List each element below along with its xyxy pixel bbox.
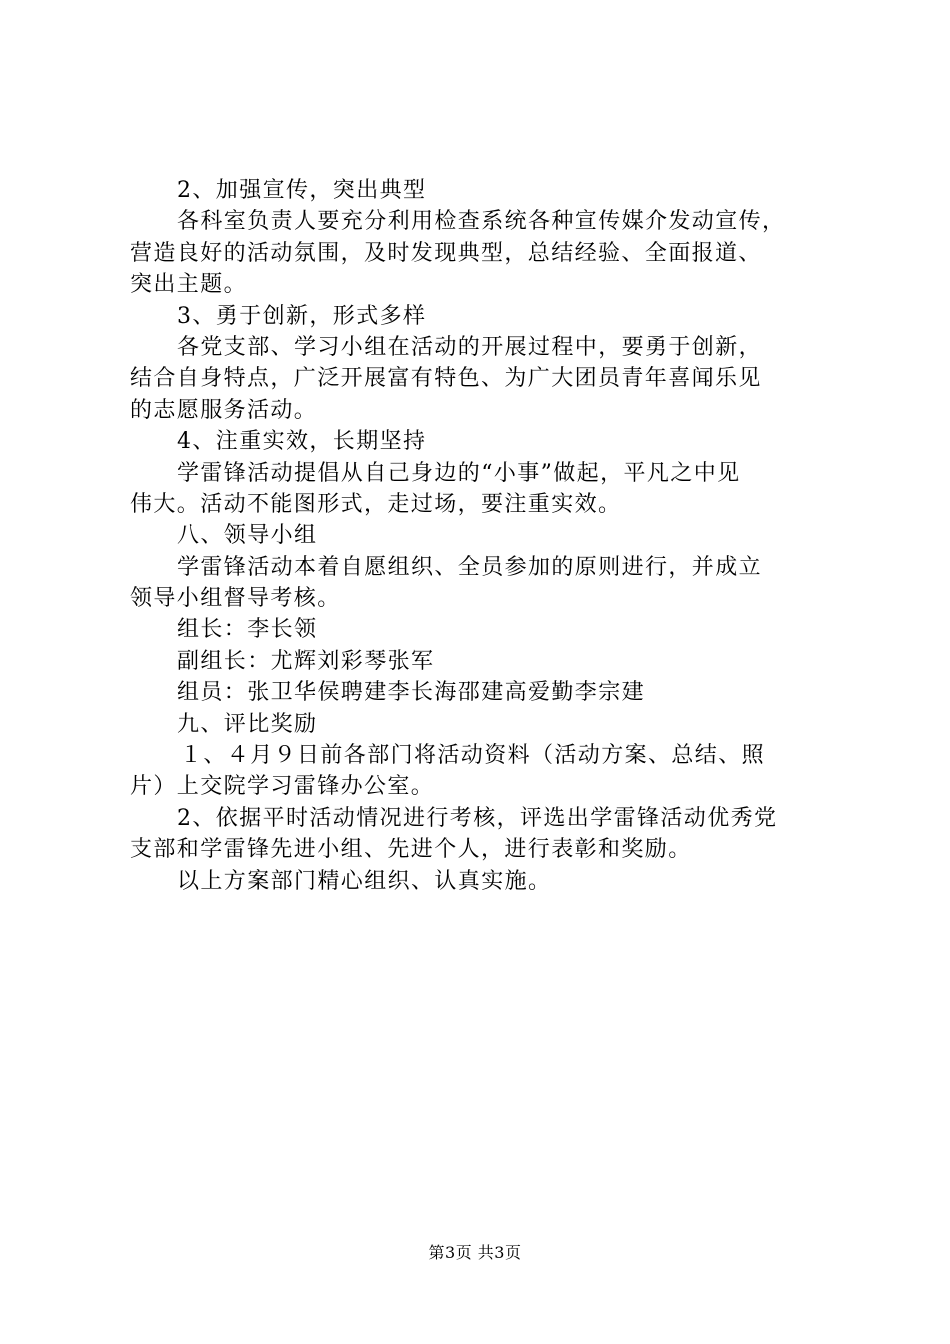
section-heading-awards: 九、评比奖励 — [177, 711, 318, 737]
paragraph-line: 2、依据平时活动情况进行考核，评选出学雷锋活动优秀党 — [177, 805, 778, 831]
paragraph-line: 突出主题。 — [130, 272, 248, 298]
deputy-leaders: 副组长：尤辉刘彩琴张军 — [177, 648, 435, 674]
paragraph-line: 学雷锋活动提倡从自己身边的“小事”做起，平凡之中见 — [177, 460, 741, 486]
paragraph-line: 各科室负责人要充分利用检查系统各种宣传媒介发动宣传， — [177, 209, 786, 235]
page-number: 第3页 共3页 — [428, 1243, 522, 1262]
paragraph-line: １、４月９日前各部门将活动资料（活动方案、总结、照 — [180, 743, 766, 769]
paragraph-line: 领导小组督导考核。 — [130, 586, 341, 612]
paragraph-line: 各党支部、学习小组在活动的开展过程中，要勇于创新， — [177, 334, 763, 360]
paragraph-line: 结合自身特点，广泛开展富有特色、为广大团员青年喜闻乐见 — [130, 366, 762, 392]
document-body — [130, 175, 835, 897]
paragraph-line: 支部和学雷锋先进小组、先进个人，进行表彰和奖励。 — [130, 837, 692, 863]
paragraph-line: 营造良好的活动氛围，及时发现典型，总结经验、全面报道、 — [130, 240, 762, 266]
group-leader: 组长：李长领 — [177, 617, 318, 643]
closing-line: 以上方案部门精心组织、认真实施。 — [177, 868, 552, 894]
paragraph-line: 片）上交院学习雷锋办公室。 — [130, 774, 435, 800]
paragraph-line: 的志愿服务活动。 — [130, 397, 318, 423]
heading-effectiveness: 4、注重实效，长期坚持 — [177, 429, 427, 455]
section-heading-leadership: 八、领导小组 — [177, 523, 318, 549]
heading-innovation: 3、勇于创新，形式多样 — [177, 303, 427, 329]
heading-publicity: 2、加强宣传，突出典型 — [177, 178, 427, 203]
paragraph-line: 学雷锋活动本着自愿组织、全员参加的原则进行，并成立 — [177, 554, 763, 580]
group-members: 组员：张卫华侯聘建李长海邵建高爱勤李宗建 — [177, 680, 646, 706]
paragraph-line: 伟大。活动不能图形式，走过场，要注重实效。 — [130, 491, 622, 517]
